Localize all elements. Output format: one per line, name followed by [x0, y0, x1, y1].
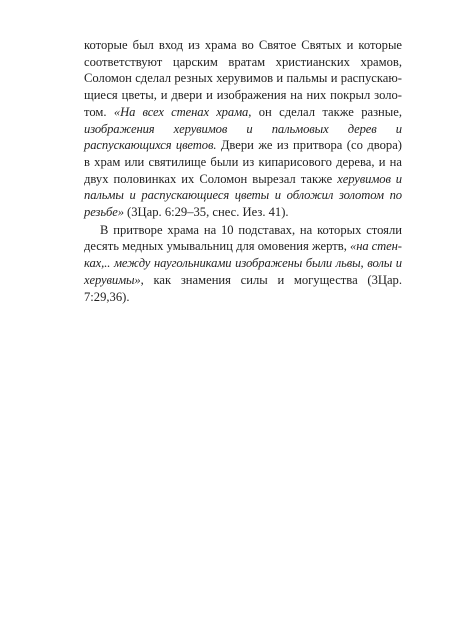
citation-segment: (3Цар. 6:29–35, снес. Иез. 41). — [127, 205, 289, 220]
quote-segment: «на стенках,.. между наугольниками изображены были львы, волы и херувимы» — [84, 239, 402, 287]
citation-segment: , как знамения силы и могущества (3Цар. 7:29,36). — [84, 272, 402, 304]
text-segment: , он сделал также разные, — [248, 104, 402, 119]
paragraph-temple-carvings — [84, 37, 402, 221]
text-segment: которые был вход из храма во Святое Святых и которые соответствуют царским вратам христианских храмов, Соломон сделал резных херувимов и пальмы и распускающиеся цветы, и двери и изображения на них покрыл золотом. — [84, 38, 402, 119]
text-segment: В притворе храма на 10 подставах, на которых стояли десять медных умывальниц для омовения жертв, — [84, 222, 402, 254]
body-text — [84, 37, 402, 305]
quote-segment: херувимов и пальмы и распускающиеся цветы и обложил золотом по резьбе» — [84, 171, 403, 220]
text-segment: Двери же из притвора (со двора) в храм или святилище были из кипарисового дерева, и на двух половинках их Соломон вырезал также — [84, 138, 402, 186]
paragraph-porch-stands — [84, 222, 402, 306]
quote-segment: «На всех стенах храма — [113, 104, 249, 119]
quote-segment: изображения херувимов и пальмовых дерев и распускающихся цветов. — [84, 121, 402, 153]
